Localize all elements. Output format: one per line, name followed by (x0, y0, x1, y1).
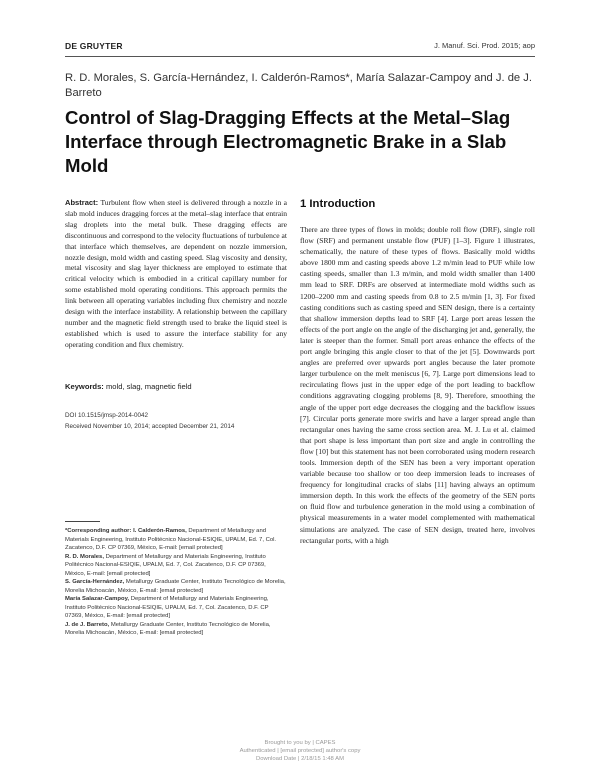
section-heading-introduction: 1 Introduction (300, 198, 376, 210)
doi-block (65, 411, 287, 432)
abstract (65, 198, 287, 351)
footnote-item: R. D. Morales, Department of Metallurgy and Materials Engineering, Instituto Politécnico Nacional-ESIQIE, UPALM, Ed. 7, Col. Zacatenco, D.F. CP 07369, México, E-mail: [email protected] (65, 553, 266, 577)
keywords-label: Keywords: (65, 382, 104, 391)
doi-link[interactable]: DOI 10.1515/jmsp-2014-0042 (65, 412, 148, 419)
footnote-item: S. García-Hernández, Metallurgy Graduate Center, Instituto Tecnológico de Morelia, Morelia Michoacán, México, E-mail: [email protected] (65, 579, 286, 594)
download-watermark (0, 740, 600, 763)
footnote-rule (65, 521, 100, 522)
introduction-text: There are three types of flows in molds; double roll flow (DRF), single roll flow (SRF) and permanent unstable flow (PUF) [1–3]. Figure 1 illustrates, schematically, the nature of these types of flows. Basically mold widths above 1800 mm and casting speeds above 1.2 m/min lead to PUF while low casting speeds, smaller than 1.3 m/min, and mold width smaller than 1400 mm lead to SRF. DRFs are observed at intermediate mold widths such as 1200–2200 mm and casting speeds from 0.8 to 2.5 m/min [1, 3]. For fixed casting conditions such as casting speed and SEN design, there is a certainty that shallow immersion depths lead to SRF [4]. Large port areas lessen the effects of the port angle on the angle of the discharging jet and, generally, the later is steeper than the former. Small port areas enhance the effects of the port angle bringing this angle closer to that of the jet [5]. Downwards port angles are preferred over upwards port angles because the later promote larger turbulence on the melt meniscus [6, 7]. Large port dimensions lead to recirculating flows just in the upper edge of the port leading to backflow conditions aggravating clogging problems [8, 9]. Therefore, smoothing the angle of the upper port edge decreases the clogging and the backflow issues [7]. Circular ports generate more swirls and have a larger spread angle than rectangular ones having the same cross section area. M. J. Lu et al. claimed that port shape is less important than port size and angle in controlling the flow [10] but this statement has not been corroborated using modern research tools. Immersion depth of the SEN has been a very important operation variable because too shallow or too deep immersion leads to increases of frequency for longitudinal cracks of slabs [11] having always an optimum immersion depth. In this work the effects of the geometry of the SEN ports on fluid flow and turbulence generation in the mold using a combination of physical measurements in a water model complemented with mathematical simulations are analyzed. The case of SEN design, treated here, involves rectangular ports, with a high (300, 225, 535, 545)
header-rule (65, 56, 535, 57)
author-list: R. D. Morales, S. García-Hernández, I. Calderón-Ramos*, María Salazar-Campoy and J. de J. Barreto (65, 72, 532, 99)
paper-title: Control of Slag-Dragging Effects at the Metal–Slag Interface through Electromagnetic Brake in a Slab Mold (65, 107, 511, 176)
watermark-line: Authenticated | [email protected] author's copy (239, 747, 361, 754)
running-header (65, 41, 535, 55)
keywords (65, 382, 287, 391)
abstract-text: Turbulent flow when steel is delivered through a nozzle in a slab mold induces dragging forces at the metal–slag interface that entrain slag droplets into the metal bulk. These dragging effects are discontinuous and correspond to the velocity fluctuations of turbulence at that interface which themselves, are dependent on nozzle immersion, nozzle design, mold width and casting speed. Slag viscosity and density, metal viscosity and slag layer thickness are employed to estimate that critical velocity which is embodied in a critical capillary number for some established mold operating conditions. This approach permits the link between all operating variables including flux chemistry and nozzle design with the interface instability. A relationship between the capillary number and the magnetic field strength used to brake the liquid steel is established which is used to assure the interface stability for any operating condition and flux chemistry. (65, 198, 287, 349)
publisher-name: DE GRUYTER (65, 41, 123, 51)
watermark-line: Download Date | 2/18/15 1:48 AM (256, 755, 344, 762)
keywords-text: mold, slag, magnetic field (105, 382, 192, 391)
watermark-line: Brought to you by | CAPES (264, 740, 336, 746)
journal-citation: J. Manuf. Sci. Prod. 2015; aop (434, 41, 535, 50)
affiliation-footnotes (65, 527, 287, 638)
footnote-item: María Salazar-Campoy, Department of Metallurgy and Materials Engineering, Instituto Politécnico Nacional-ESIQIE, UPALM, Ed. 7, Col. Zacatenco, D.F. CP 07369, México, E-mail: [email protected] (65, 596, 269, 619)
footnote-item: J. de J. Barreto, Metallurgy Graduate Center, Instituto Tecnológico de Morelia, Morelia Michoacán, México, E-mail: [email protected] (65, 621, 271, 636)
received-dates: Received November 10, 2014; accepted December 21, 2014 (65, 422, 235, 430)
footnote-item: *Corresponding author: I. Calderón-Ramos, Department of Metallurgy and Materials Engineering, Instituto Politécnico Nacional-ESIQIE, UPALM, Ed. 7, Col. Zacatenco, D.F. CP 07369, México, E-mail: [email protected] (65, 528, 277, 551)
abstract-label: Abstract: (65, 198, 99, 207)
